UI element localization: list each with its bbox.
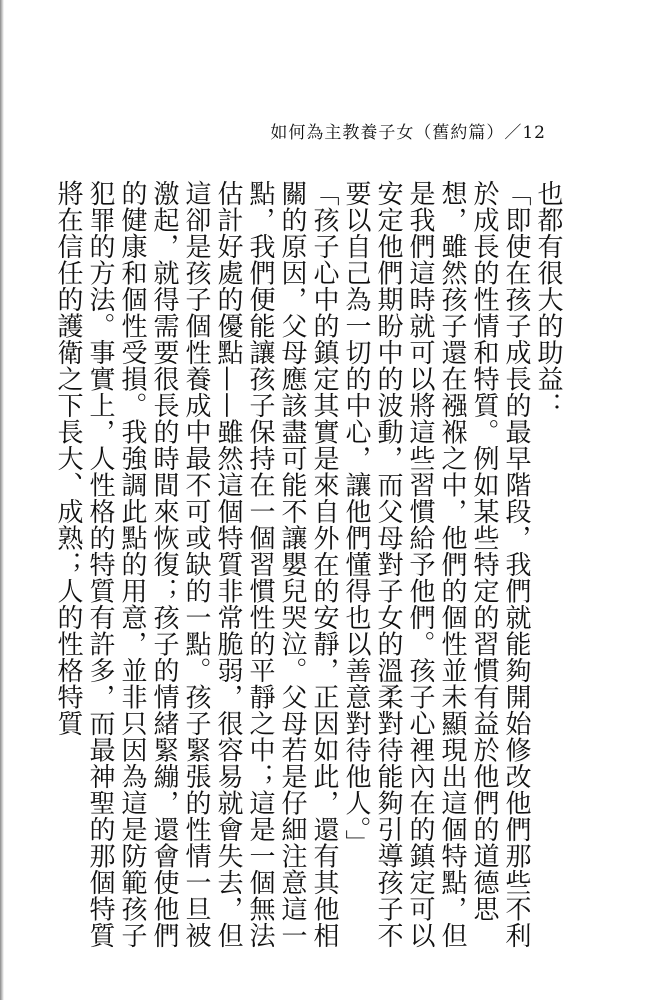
running-header: 如何為主教養子女（舊約篇）／12 bbox=[270, 123, 546, 143]
paragraph-quote-2: 「孩子心中的鎮定其實是來自外在的安靜，正因如此，還有其他相關的原因，父母應該盡可能不讓嬰兒哭泣。父母若是仔細注意這一點，我們便能讓孩子保持在一個習慣性的平靜之中；這是一個無法估計好處的優點——雖然這個特質非常脆弱，很容易就會失去，但這卻是孩子個性養成中最不可或缺的一點。孩子緊張的性情一旦被激起，就得需要很長的時間來恢復；孩子的情緒緊繃，還會使他們的健康和個性受損。我強調此點的用意，並非只因為這是防範孩子犯罪的方法。事實上，人性格的特質有許多，而最神聖的那個特質將在信任的護衛之下長大、成熟；人的性格特質 bbox=[53, 180, 339, 949]
paragraph-quote-1: 「即使在孩子成長的最早階段，我們就能夠開始修改他們那些不利於成長的性情和特質。例如某些特定的習慣有益於他們的道德思想，雖然孩子還在襁褓之中，他們的個性並未顯現出這個特點，但是我們這時就可以將這些習慣給予他們。孩子心裡內在的鎮定可以安定他們期盼中的波動，而父母對子女的溫柔對待能夠引導孩子不要以自己為一切的中心，讓他們懂得也以善意對待他人。」 bbox=[341, 180, 531, 949]
paragraph-intro: 也都有很大的助益： bbox=[533, 180, 563, 419]
body-text bbox=[53, 180, 564, 950]
page-edge-shadow bbox=[0, 0, 4, 1000]
